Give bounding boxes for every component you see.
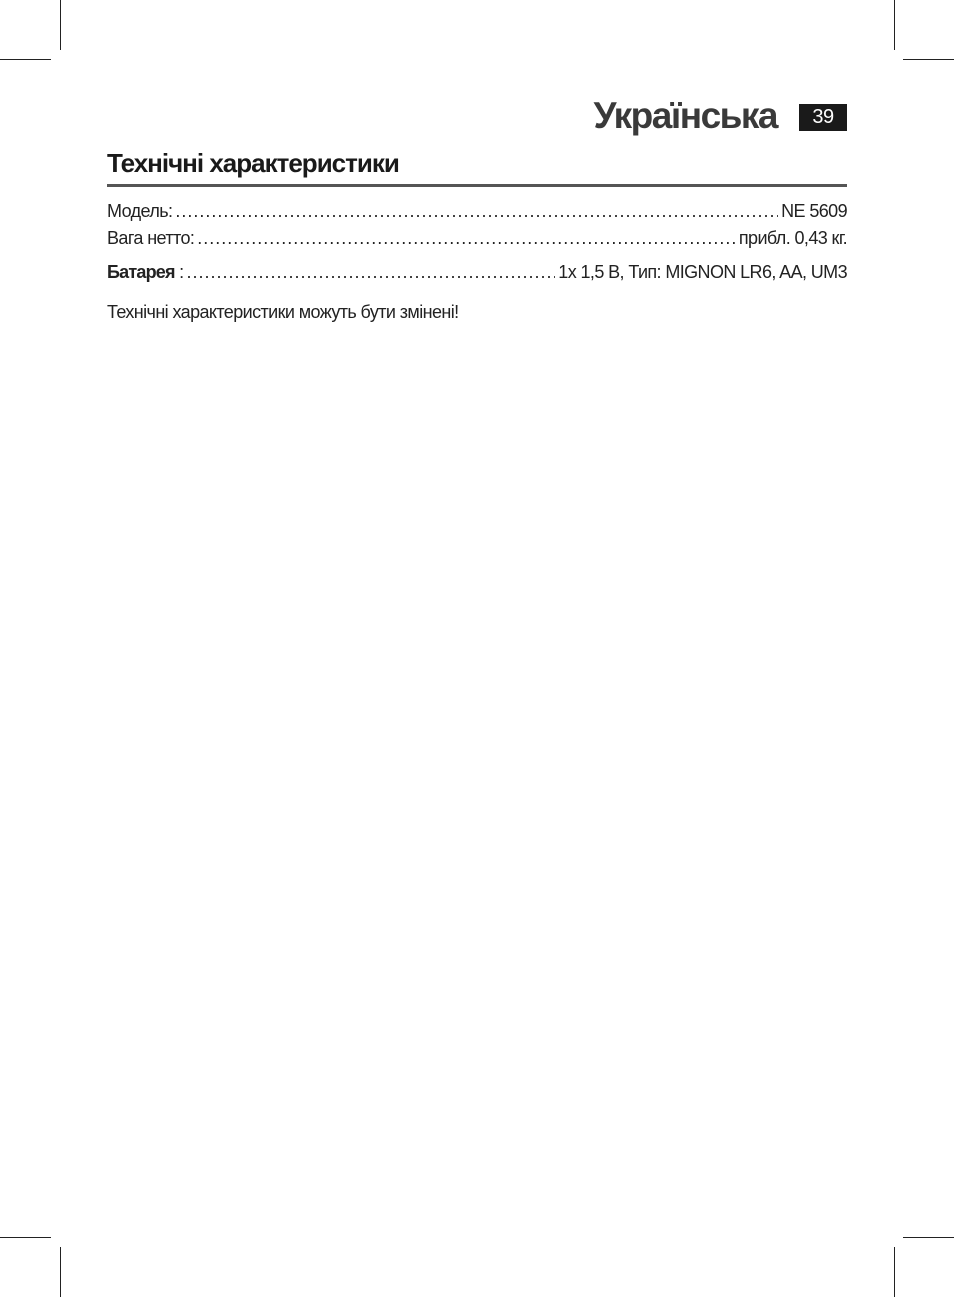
crop-mark bbox=[894, 1247, 895, 1297]
spec-row-model bbox=[107, 199, 847, 223]
spec-label: Вага нетто: bbox=[107, 228, 195, 248]
spec-label-bold: Батарея bbox=[107, 262, 175, 282]
spec-value: прибл. 0,43 кг. bbox=[738, 228, 847, 248]
crop-mark bbox=[0, 1237, 51, 1238]
disclaimer-note: Технічні характеристики можуть бути змінені! bbox=[107, 302, 459, 322]
spec-label-battery bbox=[107, 260, 184, 284]
spec-value: NE 5609 bbox=[781, 201, 847, 221]
dot-leader bbox=[197, 226, 736, 250]
crop-mark bbox=[903, 1237, 954, 1238]
section-divider bbox=[107, 184, 847, 187]
spec-row-weight bbox=[107, 226, 847, 250]
crop-mark bbox=[60, 1247, 61, 1297]
page-number-badge: 39 bbox=[799, 104, 847, 131]
spec-label: Модель: bbox=[107, 201, 173, 221]
spec-row-battery bbox=[107, 260, 847, 284]
crop-mark bbox=[0, 59, 51, 60]
dot-leader bbox=[175, 199, 778, 223]
language-title: Українська bbox=[593, 95, 777, 136]
page-header bbox=[107, 92, 847, 140]
spec-separator: : bbox=[174, 262, 184, 282]
dot-leader bbox=[187, 260, 556, 284]
crop-mark bbox=[894, 0, 895, 50]
section-title: Технічні характеристики bbox=[107, 148, 399, 178]
crop-mark bbox=[60, 0, 61, 50]
spec-value: 1x 1,5 В, Тип: MIGNON LR6, AA, UM3 bbox=[558, 262, 847, 282]
crop-mark bbox=[903, 59, 954, 60]
